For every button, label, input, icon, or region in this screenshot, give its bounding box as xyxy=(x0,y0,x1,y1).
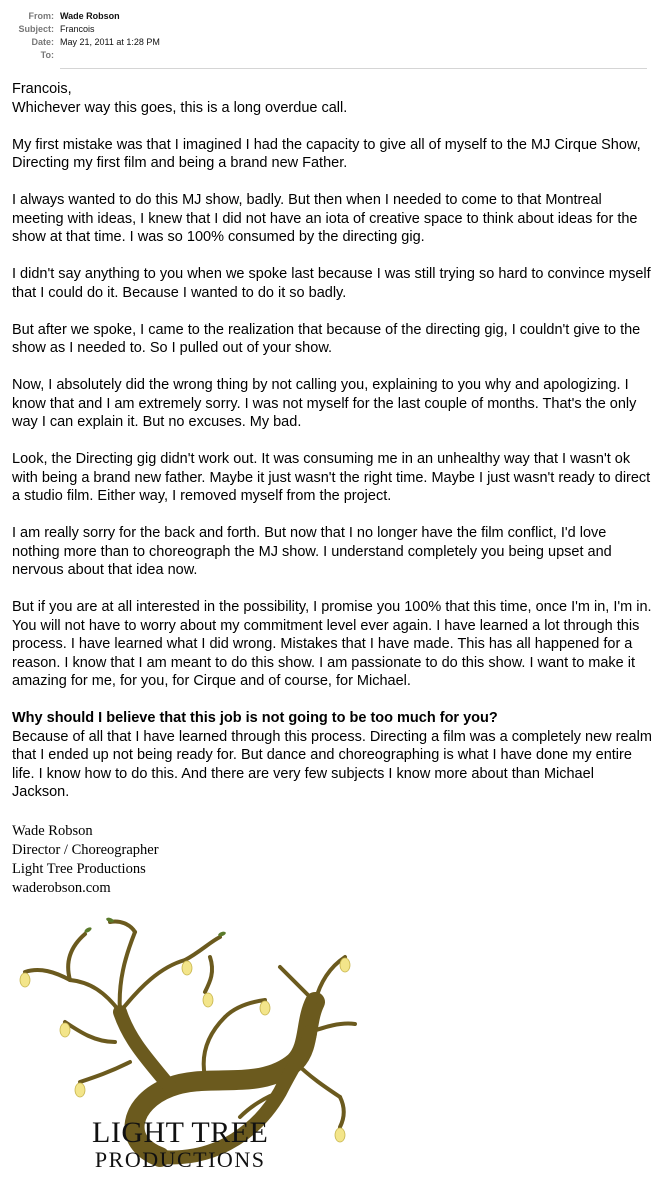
leaves xyxy=(84,917,227,937)
left-trunk xyxy=(120,1012,170,1087)
question-heading: Why should I believe that this job is not going to be too much for you? xyxy=(12,710,498,726)
brand-line-2: PRODUCTIONS xyxy=(94,1147,266,1172)
signature-company: Light Tree Productions xyxy=(12,861,146,877)
paragraph: Now, I absolutely did the wrong thing by not calling you, explaining to you why and apologizing. I know that and I am extremely sorry. I was not myself for the last couple of months. That's the only way I can explain it. But no excuses. My bad. xyxy=(12,377,637,430)
answer-paragraph: Because of all that I have learned through this process. Directing a film was a completely new realm that I ended up not being ready for. But dance and choreographing is what I have done my entire life. I know how to do this. And there are very few subjects I know more about than Michael Jackson. xyxy=(12,728,652,800)
signature-title: Director / Choreographer xyxy=(12,842,159,858)
header-divider xyxy=(60,68,647,69)
paragraph: I always wanted to do this MJ show, badly. But then when I needed to come to that Montreal meeting with ideas, I knew that I did not have an iota of creative space to think about ideas for the show at that time. I was so 100% consumed by the directing gig. xyxy=(12,192,638,245)
header-subject xyxy=(0,23,659,36)
bulb-icon xyxy=(335,1128,345,1142)
bulb-icon xyxy=(75,1083,85,1097)
paragraph: But if you are at all interested in the possibility, I promise you 100% that this time, once I'm in, I'm in. You will not have to worry about my commitment level ever again. I have learned a lot through this process. I have learned what I did wrong. Mistakes that I have made. This has all happened for a reason. I know that I am meant to do this show. I am passionate to do this show. I want to make it amazing for me, for you, for Cirque and of course, for Michael. xyxy=(12,599,652,689)
paragraph: I am really sorry for the back and forth. But now that I no longer have the film conflict, I'd love nothing more than to choreograph the MJ show. I understand completely you being upset and nervous about that idea now. xyxy=(12,525,612,578)
signature-website: waderobson.com xyxy=(12,880,111,896)
bulb-icon xyxy=(20,973,30,987)
header-to xyxy=(0,49,659,62)
signature-block xyxy=(12,822,159,898)
header-from xyxy=(0,10,659,23)
bulb-icon xyxy=(340,958,350,972)
to-label: To: xyxy=(40,50,54,60)
paragraph: My first mistake was that I imagined I had the capacity to give all of myself to the MJ Cirque Show, Directing my first film and being a brand new Father. xyxy=(12,136,641,171)
email-header xyxy=(0,10,659,62)
date-value: May 21, 2011 at 1:28 PM xyxy=(60,37,160,47)
bulb-icon xyxy=(182,961,192,975)
email-body xyxy=(12,80,652,820)
from-label: From: xyxy=(28,11,54,21)
date-label: Date: xyxy=(31,37,54,47)
paragraph: Look, the Directing gig didn't work out. It was consuming me in an unhealthy way that I wasn't ok with being a brand new father. Maybe it just wasn't the right time. Maybe I just wasn't ready to direct a studio film. Either way, I removed myself from the project. xyxy=(12,451,651,504)
paragraph: Whichever way this goes, this is a long overdue call. xyxy=(12,99,348,116)
brand-wordmark xyxy=(92,1118,268,1172)
bulb-icon xyxy=(60,1023,70,1037)
header-date xyxy=(0,36,659,49)
signature-name: Wade Robson xyxy=(12,823,93,839)
brand-line-1: LIGHT TREE xyxy=(92,1116,269,1149)
subject-value: Francois xyxy=(60,24,95,34)
salutation: Francois, xyxy=(12,81,72,97)
subject-label: Subject: xyxy=(18,24,54,34)
bulb-icon xyxy=(203,993,213,1007)
paragraph: But after we spoke, I came to the realization that because of the directing gig, I couldn't give to the show as I needed to. So I pulled out of your show. xyxy=(12,321,641,356)
paragraph: I didn't say anything to you when we spoke last because I was still trying so hard to convince myself that I could do it. Because I wanted to do it so badly. xyxy=(12,266,651,301)
bulb-icon xyxy=(260,1001,270,1015)
from-value: Wade Robson xyxy=(60,11,120,21)
